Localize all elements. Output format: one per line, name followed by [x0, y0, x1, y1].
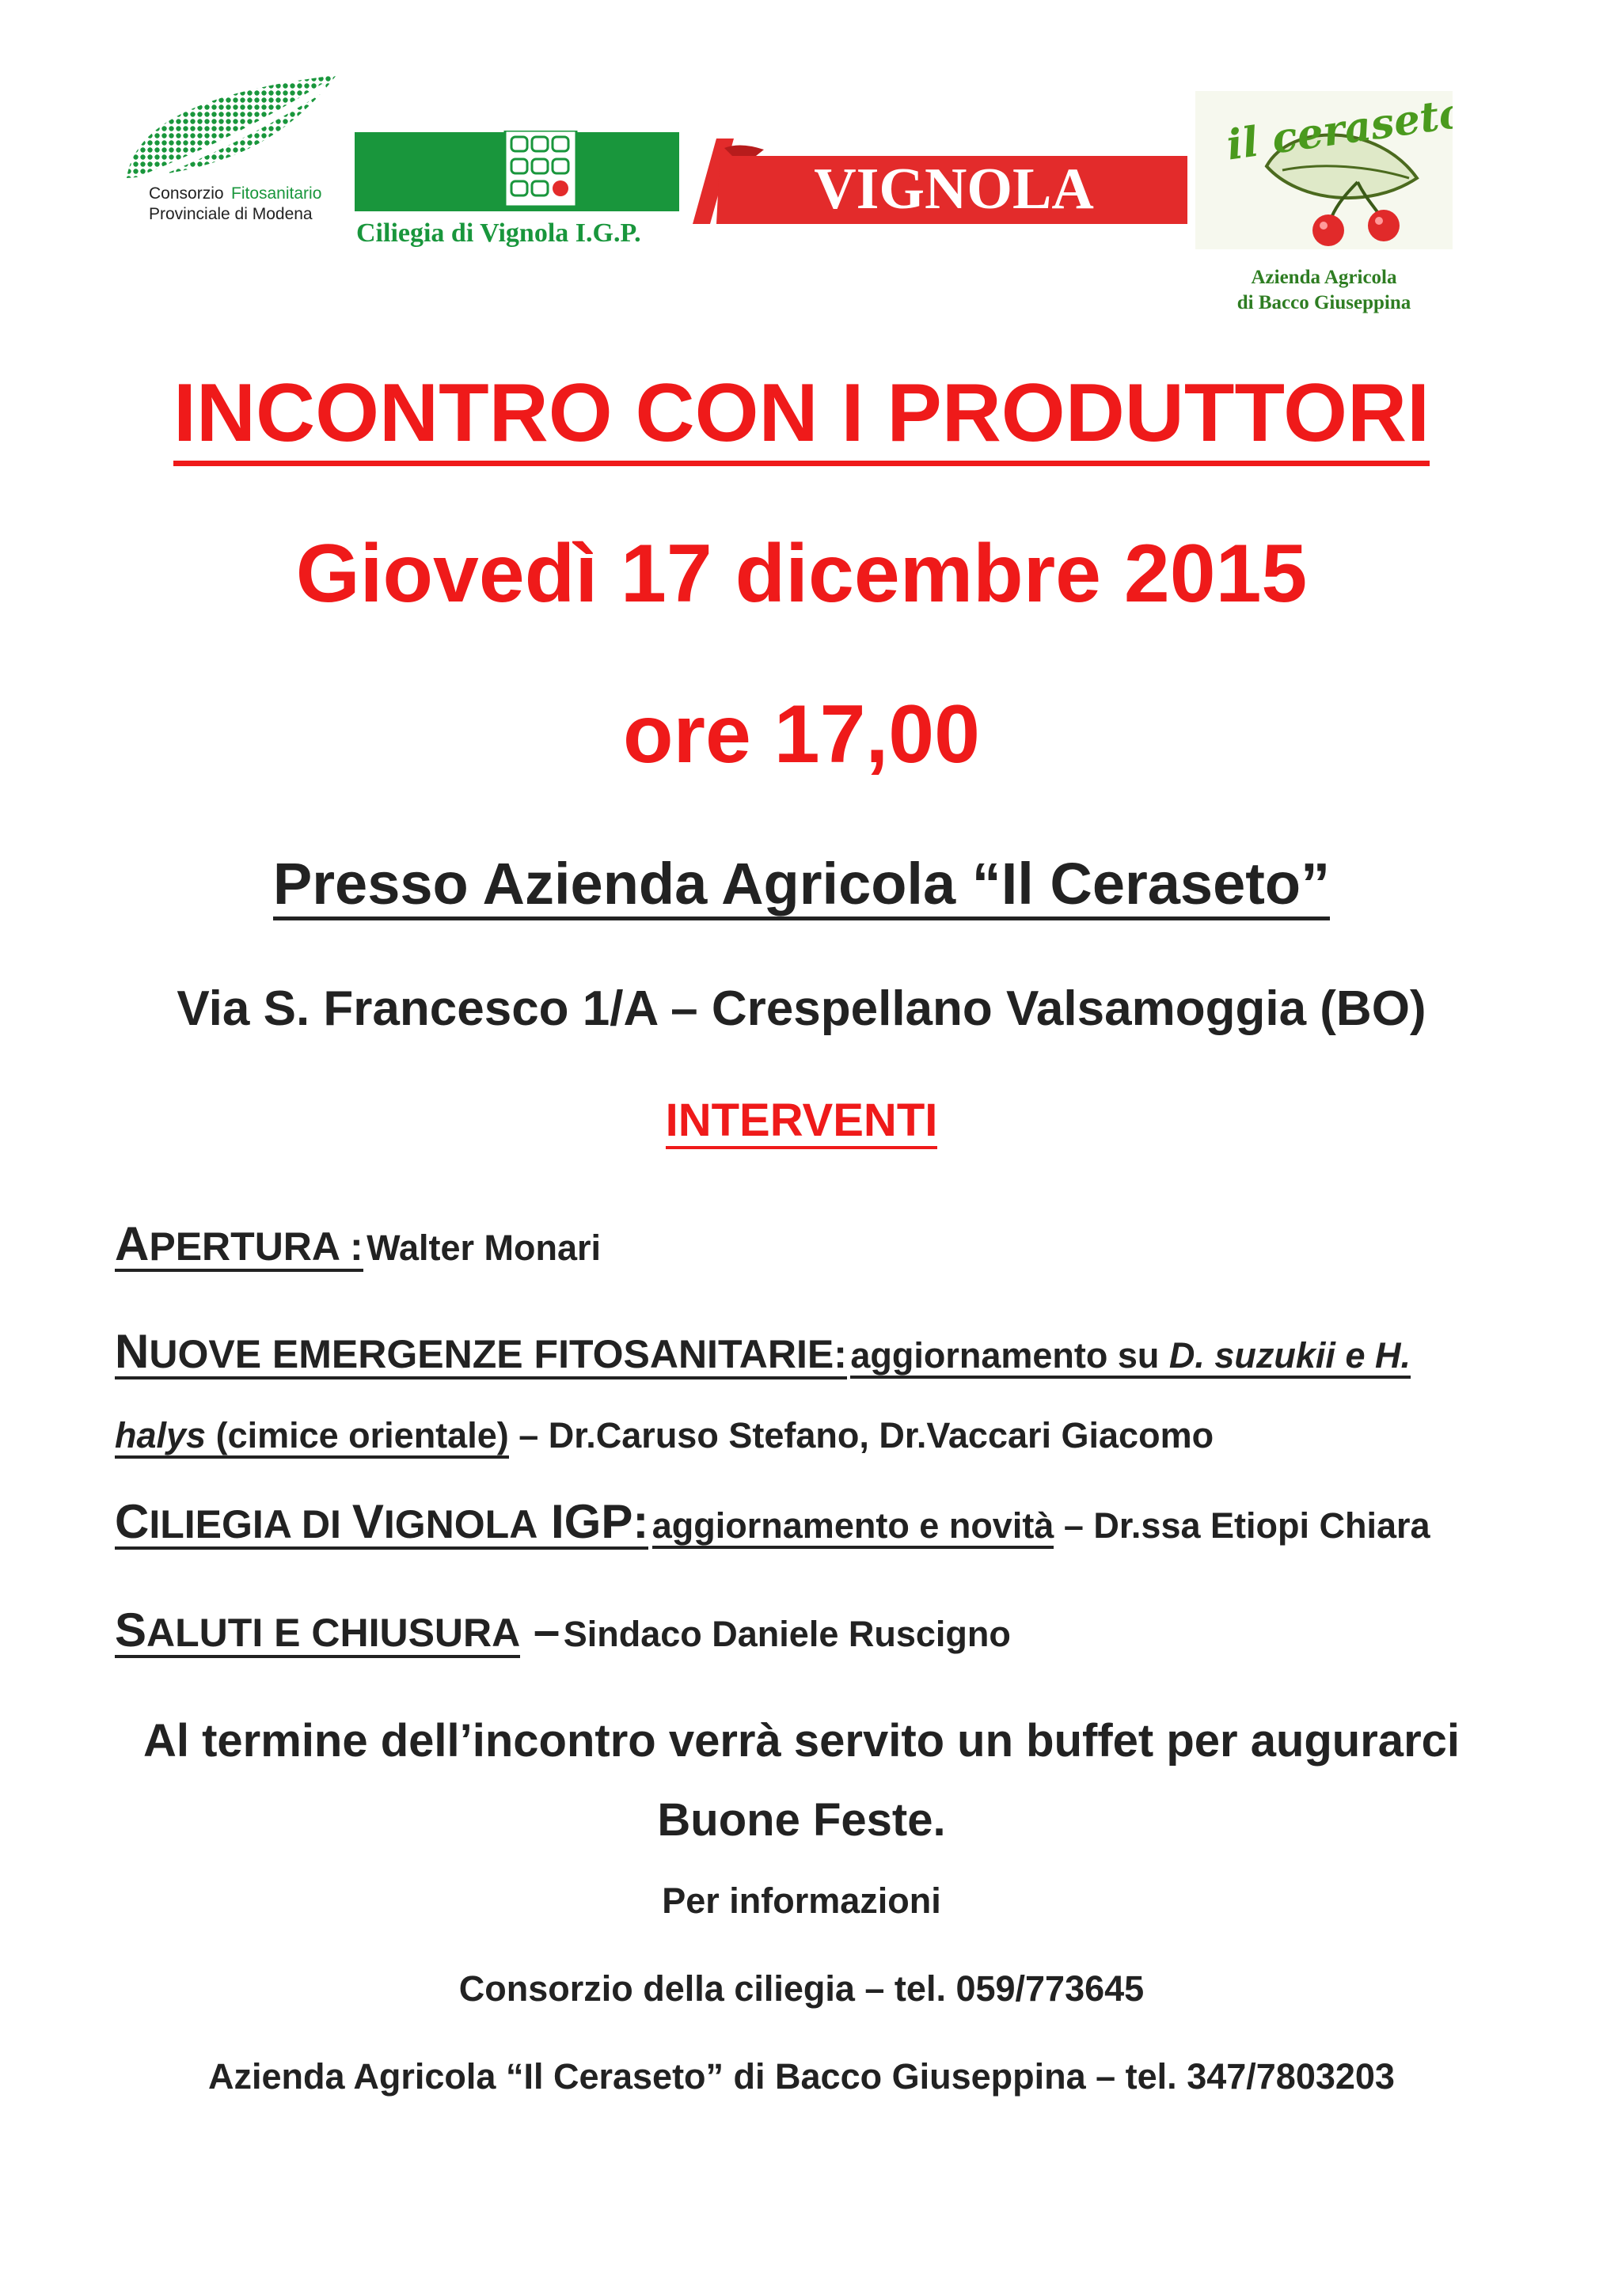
apertura-speaker: Walter Monari	[367, 1228, 602, 1268]
event-title: INCONTRO CON I PRODUTTORI	[0, 366, 1603, 461]
event-time: ore 17,00	[623, 689, 980, 780]
info-heading: Per informazioni	[662, 1880, 941, 1921]
apertura-label: APERTURA :	[115, 1217, 363, 1270]
consorzio-logo	[111, 75, 340, 230]
ceraseto-caption-line2: di Bacco Giuseppina	[1236, 292, 1411, 313]
closing-line1: Al termine dell’incontro verrà servito un buffet per augurarci	[142, 1715, 1461, 1767]
ciliegia-speaker: – Dr.ssa Etiopi Chiara	[1054, 1505, 1430, 1546]
closing-message	[0, 1702, 1603, 1860]
ciliegia-label: CILIEGIA DI VIGNOLA IGP:	[115, 1495, 649, 1548]
igp-text: Ciliegia di Vignola I.G.P.	[356, 218, 641, 248]
saluti-speaker: Sindaco Daniele Ruscigno	[563, 1614, 1011, 1654]
ceraseto-logo	[1195, 91, 1453, 249]
interventi-heading: INTERVENTI	[0, 1091, 1603, 1151]
intervento-apertura	[115, 1213, 1508, 1288]
nuove-topic-cont: halys (cimice orientale)	[115, 1415, 509, 1459]
intervento-ciliegia	[115, 1490, 1508, 1566]
ciliegia-topic: aggiornamento e novità	[652, 1505, 1054, 1549]
intervento-saluti	[115, 1599, 1508, 1675]
ceraseto-caption	[1187, 265, 1461, 316]
event-date: Giovedì 17 dicembre 2015	[295, 528, 1308, 620]
saluti-dash: –	[520, 1603, 560, 1657]
info-ceraseto-phone: Azienda Agricola “Il Ceraseto” di Bacco Giuseppina – tel. 347/7803203	[208, 2056, 1395, 2097]
igp-logo	[355, 131, 679, 249]
nuove-label: NUOVE EMERGENZE FITOSANITARIE:	[115, 1325, 847, 1378]
nuove-speakers: – Dr.Caruso Stefano, Dr.Vaccari Giacomo	[508, 1415, 1214, 1455]
closing-line2: Buone Feste.	[657, 1794, 946, 1846]
intervento-nuove-emergenze	[115, 1316, 1508, 1480]
ceraseto-caption-line1: Azienda Agricola	[1251, 267, 1397, 288]
vignola-text: VIGNOLA	[814, 157, 1094, 222]
consorzio-line2: Provinciale di Modena	[149, 205, 313, 223]
ceraseto-text: il ceraseto	[1223, 91, 1453, 170]
consorzio-line1: Consorzio	[149, 184, 224, 203]
event-address: Via S. Francesco 1/A – Crespellano Valsamoggia (BO)	[177, 981, 1426, 1036]
nuove-topic: aggiornamento su D. suzukii e H.	[850, 1335, 1411, 1379]
cherry-boxes-icon	[505, 131, 576, 207]
event-venue: Presso Azienda Agricola “Il Ceraseto”	[0, 848, 1603, 920]
consorzio-line1-accent: Fitosanitario	[231, 184, 322, 203]
info-consorzio-phone: Consorzio della ciliegia – tel. 059/773645	[458, 1968, 1145, 2009]
vignola-logo	[693, 139, 1187, 226]
saluti-label: SALUTI E CHIUSURA	[115, 1603, 521, 1657]
leaf-dots-icon	[111, 75, 340, 230]
